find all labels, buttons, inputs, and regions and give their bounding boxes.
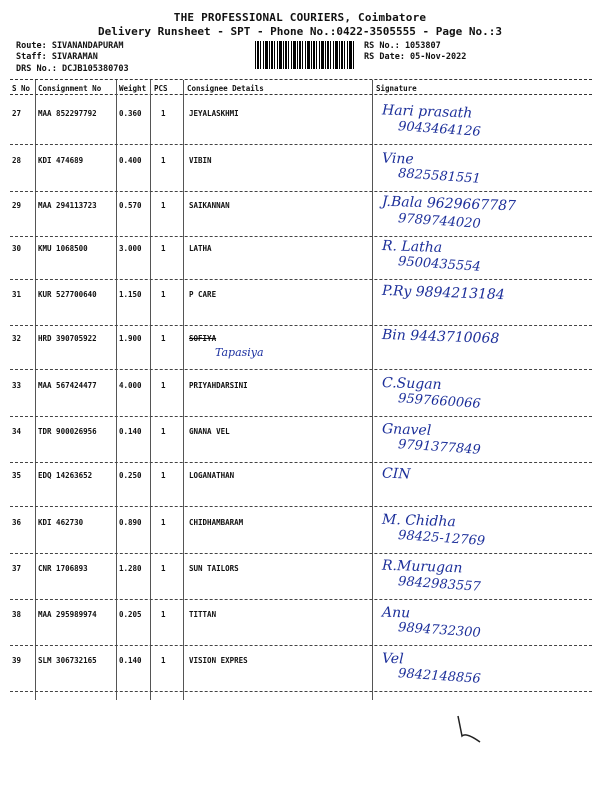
table-row — [0, 323, 600, 370]
row-consignee: JEYALASKHMI — [189, 109, 239, 118]
row-consignment-no: MAA 294113723 — [38, 201, 97, 210]
row-sno: 36 — [12, 518, 22, 527]
row-weight: 0.360 — [119, 109, 142, 118]
row-consignment-no: MAA 567424477 — [38, 381, 97, 390]
row-sno: 29 — [12, 201, 22, 210]
signature-name: R.Murugan — [381, 557, 463, 577]
table-row — [0, 416, 600, 463]
row-sno: 30 — [12, 244, 22, 253]
row-weight: 4.000 — [119, 381, 142, 390]
signature-phone: 9597660066 — [397, 391, 482, 412]
row-weight: 0.570 — [119, 201, 142, 210]
row-consignment-no: KUR 527700640 — [38, 290, 97, 299]
table-row — [0, 279, 600, 326]
company-title: THE PROFESSIONAL COURIERS, Coimbatore — [173, 11, 427, 24]
col-head-sno: S No — [12, 84, 31, 93]
row-pcs: 1 — [161, 109, 166, 118]
table-row — [0, 145, 600, 192]
row-consignee: P CARE — [189, 290, 217, 299]
row-weight: 1.280 — [119, 564, 142, 573]
row-consignee: LATHA — [189, 244, 212, 253]
consignee-handwritten-note: Tapasiya — [215, 346, 264, 359]
signature-name: Vel — [381, 650, 404, 668]
row-pcs: 1 — [161, 290, 166, 299]
row-sno: 31 — [12, 290, 22, 299]
table-row — [0, 190, 600, 237]
row-weight: 0.890 — [119, 518, 142, 527]
signature-name: J.Bala 9629667787 — [381, 193, 517, 215]
row-pcs: 1 — [161, 381, 166, 390]
signature-name: Vine — [381, 150, 414, 168]
col-head-pcs: PCS — [154, 84, 168, 93]
row-consignment-no: EDQ 14263652 — [38, 471, 93, 480]
row-consignment-no: MAA 852297792 — [38, 109, 97, 118]
col-head-weight: Weight — [119, 84, 147, 93]
row-consignment-no: KDI 462730 — [38, 518, 84, 527]
row-consignee: VIBIN — [189, 156, 212, 165]
row-weight: 1.900 — [119, 334, 142, 343]
row-consignee: TITTAN — [189, 610, 217, 619]
barcode — [255, 41, 355, 69]
row-pcs: 1 — [161, 610, 166, 619]
row-consignment-no: KMU 1068500 — [38, 244, 88, 253]
signature-phone: 9842148856 — [397, 666, 482, 687]
col-head-signature: Signature — [376, 84, 417, 93]
staff-label: Staff: SIVARAMAN — [16, 52, 98, 62]
drs-label: DRS No.: DCJB105380703 — [16, 64, 129, 74]
row-consignment-no: SLM 306732165 — [38, 656, 97, 665]
row-weight: 1.150 — [119, 290, 142, 299]
rs-date: RS Date: 05-Nov-2022 — [364, 52, 467, 62]
row-consignee: SOFIYA — [189, 334, 217, 343]
header-rule-bottom — [10, 94, 592, 95]
signature-name: P.Ry 9894213184 — [381, 282, 506, 304]
signature-phone: 98425-12769 — [397, 527, 486, 550]
signature-phone: 9894732300 — [397, 620, 482, 641]
table-row — [0, 233, 600, 280]
signature-phone: 9043464126 — [397, 119, 482, 140]
row-consignee: SUN TAILORS — [189, 564, 239, 573]
table-row — [0, 460, 600, 507]
runsheet-title: Delivery Runsheet - SPT - Phone No.:0422-3505555 - Page No.:3 — [98, 25, 502, 38]
row-weight: 0.250 — [119, 471, 142, 480]
row-consignee: CHIDHAMBARAM — [189, 518, 244, 527]
row-weight: 0.140 — [119, 427, 142, 436]
row-consignee: SAIKANNAN — [189, 201, 230, 210]
signature-phone: 9789744020 — [397, 211, 482, 232]
row-weight: 0.140 — [119, 656, 142, 665]
row-pcs: 1 — [161, 201, 166, 210]
table-row — [0, 599, 600, 646]
row-consignee: LOGANATHAN — [189, 471, 235, 480]
signature-name: Hari prasath — [381, 102, 473, 122]
row-pcs: 1 — [161, 656, 166, 665]
row-pcs: 1 — [161, 471, 166, 480]
route-label: Route: SIVANANDAPURAM — [16, 41, 124, 51]
row-pcs: 1 — [161, 244, 166, 253]
row-pcs: 1 — [161, 518, 166, 527]
row-consignee: GNANA VEL — [189, 427, 230, 436]
row-pcs: 1 — [161, 334, 166, 343]
signature-phone: 9842983557 — [397, 574, 482, 595]
row-pcs: 1 — [161, 156, 166, 165]
row-pcs: 1 — [161, 564, 166, 573]
row-sno: 27 — [12, 109, 22, 118]
table-row — [0, 553, 600, 600]
row-sno: 34 — [12, 427, 22, 436]
signature-name: C.Sugan — [381, 374, 442, 394]
row-consignee: PRIYAHDARSINI — [189, 381, 248, 390]
row-consignment-no: TDR 900026956 — [38, 427, 97, 436]
row-weight: 0.400 — [119, 156, 142, 165]
signature-name: M. Chidha — [381, 511, 457, 531]
col-head-consignment: Consignment No — [38, 84, 102, 93]
signature-phone: 8825581551 — [397, 166, 482, 187]
signature-name: Gnavel — [381, 421, 432, 439]
table-row — [0, 98, 600, 145]
row-sno: 28 — [12, 156, 22, 165]
signature-phone: 9500435554 — [397, 254, 482, 275]
table-row — [0, 645, 600, 692]
row-sno: 37 — [12, 564, 22, 573]
row-sno: 39 — [12, 656, 22, 665]
signature-name: Bin 9443710068 — [381, 326, 500, 348]
row-sno: 32 — [12, 334, 22, 343]
row-consignment-no: MAA 295989974 — [38, 610, 97, 619]
row-weight: 3.000 — [119, 244, 142, 253]
row-sno: 33 — [12, 381, 22, 390]
row-consignment-no: KDI 474689 — [38, 156, 84, 165]
signature-phone: 9791377849 — [397, 437, 482, 458]
stray-pen-mark — [452, 712, 492, 748]
row-weight: 0.205 — [119, 610, 142, 619]
row-consignment-no: CNR 1706893 — [38, 564, 88, 573]
signature-name: Anu — [381, 604, 411, 622]
table-row — [0, 370, 600, 417]
row-consignee: VISION EXPRES — [189, 656, 248, 665]
table-row — [0, 507, 600, 554]
signature-name: CIN — [381, 465, 411, 483]
row-sno: 38 — [12, 610, 22, 619]
row-divider — [10, 691, 592, 692]
row-consignment-no: HRD 390705922 — [38, 334, 97, 343]
row-sno: 35 — [12, 471, 22, 480]
row-pcs: 1 — [161, 427, 166, 436]
col-head-consignee: Consignee Details — [187, 84, 264, 93]
header-rule-top — [10, 79, 592, 80]
rs-number: RS No.: 1053807 — [364, 41, 441, 51]
signature-name: R. Latha — [381, 237, 443, 257]
